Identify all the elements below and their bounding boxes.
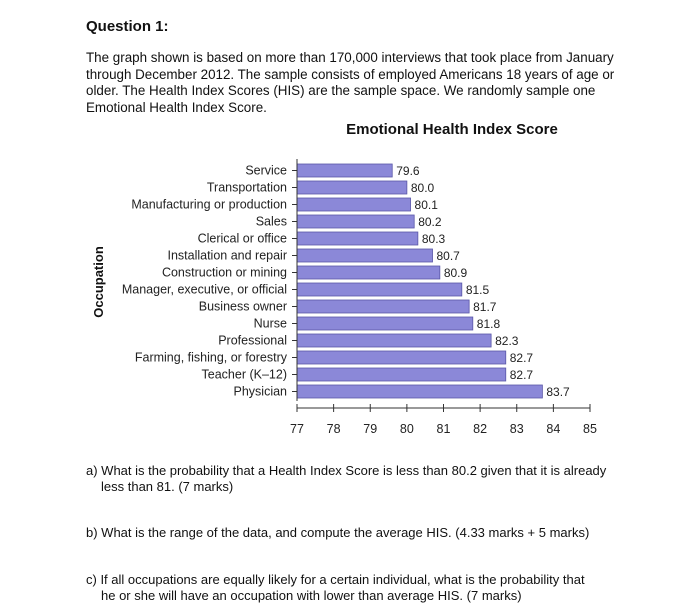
bar-value-label: 83.7 xyxy=(546,385,570,399)
question-part-a xyxy=(86,463,631,495)
bar xyxy=(297,164,392,177)
bars-group xyxy=(297,164,570,399)
part-a-line2: less than 81. (7 marks) xyxy=(101,479,234,494)
category-label: Manufacturing or production xyxy=(131,197,287,212)
bar-value-label: 79.6 xyxy=(396,164,420,178)
category-label: Teacher (K–12) xyxy=(201,367,287,382)
question-part-c xyxy=(86,572,631,604)
question-part-b xyxy=(86,525,631,541)
bar xyxy=(297,300,469,313)
category-label: Farming, fishing, or forestry xyxy=(134,350,287,365)
category-label: Nurse xyxy=(253,316,287,331)
part-b-text: b) What is the range of the data, and compute the average HIS. (4.33 marks + 5 marks) xyxy=(86,525,590,540)
category-label: Manager, executive, or official xyxy=(121,282,287,297)
bar xyxy=(297,283,462,296)
category-label: Business owner xyxy=(198,299,287,314)
bar xyxy=(297,334,491,347)
x-tick-label: 85 xyxy=(583,422,597,436)
category-label: Physician xyxy=(233,384,287,399)
category-label: Sales xyxy=(255,214,287,229)
bar xyxy=(297,351,506,364)
bar xyxy=(297,385,542,398)
y-axis-title: Occupation xyxy=(91,246,106,318)
bar-value-label: 82.7 xyxy=(509,351,534,365)
bar-value-label: 80.2 xyxy=(418,215,442,229)
bar-value-label: 81.8 xyxy=(476,317,501,331)
category-label: Service xyxy=(245,163,287,178)
bar-value-label: 80.1 xyxy=(414,198,438,212)
category-label: Transportation xyxy=(206,180,287,195)
question-heading: Question 1: xyxy=(86,18,169,35)
bar-value-label: 80.7 xyxy=(436,249,460,263)
category-label: Installation and repair xyxy=(167,248,287,263)
bar xyxy=(297,266,440,279)
x-tick-label: 81 xyxy=(436,422,451,436)
category-label: Clerical or office xyxy=(197,231,287,246)
bar-value-label: 80.0 xyxy=(410,181,435,195)
bar-value-label: 81.7 xyxy=(473,300,497,314)
bar-value-label: 80.9 xyxy=(443,266,468,280)
part-c-line2: he or she will have an occupation with lower than average HIS. (7 marks) xyxy=(101,588,522,603)
bar xyxy=(297,181,407,194)
x-tick-label: 79 xyxy=(363,422,378,436)
question-intro: The graph shown is based on more than 170,000 interviews that took place from January through December 2012. The sample consists of employed Americans 18 years of age or older. The Health Index Scores (HIS) are the sample space. We randomly sample one Emotional Health Index Score. xyxy=(86,50,615,115)
x-tick-label: 78 xyxy=(326,422,341,436)
bar xyxy=(297,215,414,228)
category-label: Construction or mining xyxy=(161,265,287,280)
bar xyxy=(297,232,418,245)
category-label: Professional xyxy=(218,333,287,348)
bar-value-label: 82.7 xyxy=(509,368,534,382)
bar-value-label: 82.3 xyxy=(495,334,519,348)
x-tick-label: 77 xyxy=(290,422,304,436)
x-tick-label: 80 xyxy=(399,422,414,436)
bar-value-label: 81.5 xyxy=(465,283,490,297)
x-tick-label: 82 xyxy=(473,422,488,436)
part-c-line1: c) If all occupations are equally likely for a certain individual, what is the probability that xyxy=(86,572,585,587)
bar xyxy=(297,249,433,262)
bar xyxy=(297,368,506,381)
x-tick-label: 84 xyxy=(546,422,561,436)
emotional-health-chart xyxy=(0,112,700,452)
bar xyxy=(297,198,411,211)
x-tick-label: 83 xyxy=(509,422,524,436)
chart-title: Emotional Health Index Score xyxy=(346,121,558,138)
bar-value-label: 80.3 xyxy=(421,232,446,246)
bar xyxy=(297,317,473,330)
part-a-line1: a) What is the probability that a Health Index Score is less than 80.2 given that it is already xyxy=(86,463,607,478)
